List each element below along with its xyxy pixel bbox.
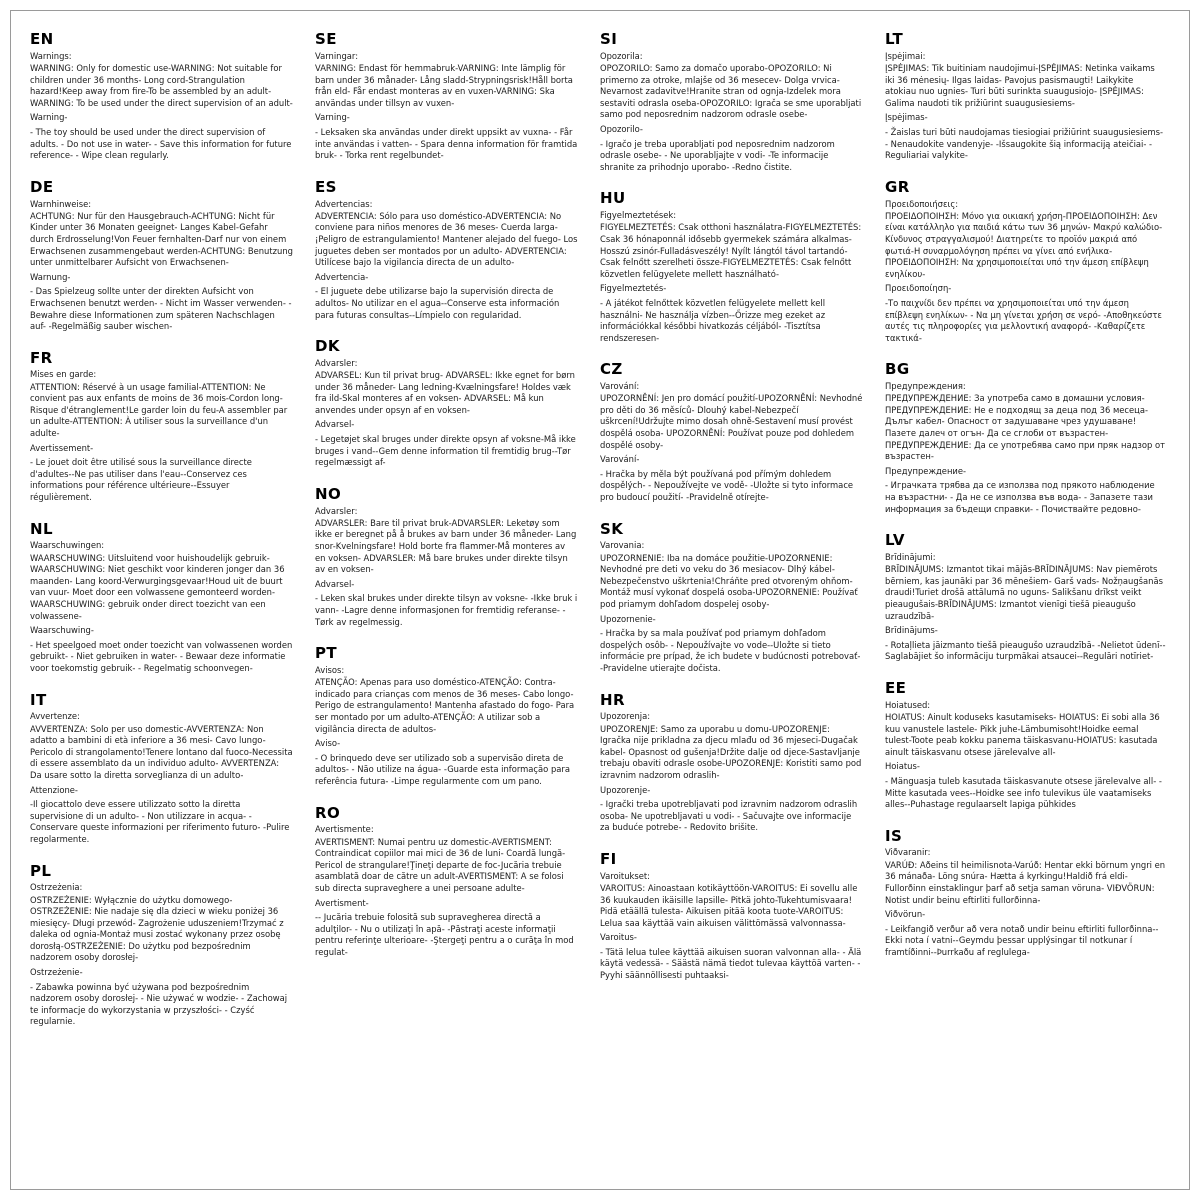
warning-heading: Avisos: (315, 664, 345, 675)
language-code: DE (30, 177, 54, 196)
language-code: EE (885, 678, 907, 697)
warning-paragraph: UPOZORENJE: Samo za uporabu u domu-UPOZORENJE: Igračka nije prikladna za djecu mlađu od 36 mjeseci-Dugačak kabel- Opasnost od gušenja!Držite dalje od djece-Sastavljanje trebaju obaviti odrasle osobe-UPOZORENJE: Koristiti samo pod izravnim nadzorom odraslih- (600, 723, 864, 780)
warning-heading: Varovania: (600, 540, 645, 551)
warning-paragraph: HOIATUS: Ainult koduseks kasutamiseks- HOIATUS: Ei sobi alla 36 kuu vanustele lastele- Pikk juhe-Lämbumisoht!Hoidke eemal tulest-Toote peab kokku panema täiskasvanu-HOIATUS: kasutada ainult täiskasvanu otsese järelevalve all- (885, 711, 1163, 757)
warning-paragraph: Avertissement- (30, 442, 94, 453)
language-block-en (30, 32, 293, 162)
warning-heading: Warnings: (30, 50, 72, 61)
warning-paragraph: Aviso- (315, 738, 341, 749)
language-block-ee (885, 678, 1166, 811)
language-code: HR (600, 690, 625, 709)
language-block-it (30, 690, 296, 846)
language-code: HU (600, 189, 626, 208)
warning-paragraph: UPOZORNENIE: Iba na domáce použitie-UPOZORNENIE: Nevhodné pre deti vo veku do 36 mesiacov- Dlhý kábel-Nebezpečenstvo uškrtenia!Chráňte pred otvoreným ohňom- Montáž musí vykonať dospelá osoba-UPOZORNENIE: Používať pod priamym dohľadom dospelej osoby- (600, 552, 861, 609)
language-column-1 (30, 32, 315, 1180)
language-code: ES (315, 177, 337, 196)
warning-paragraph: -- Jucăria trebuie folosită sub supravegherea directă a adulţilor- - Nu o utilizaţi în apă- -Păstraţi aceste informaţii pentru referinţe ulterioare- -Ştergeţi pentru a o curăţa în mod regulat- (315, 912, 577, 957)
language-block-fi (600, 849, 864, 982)
warning-paragraph: Advarsel- (315, 578, 355, 589)
language-block-ro (315, 803, 578, 959)
warning-paragraph: - The toy should be used under the direct supervision of adults. - Do not use in water- - Save this information for future reference- - Wipe clean regularly. (30, 126, 295, 161)
warning-paragraph: Varoitus- (600, 932, 637, 943)
warning-paragraph: Viðvörun- (885, 909, 926, 920)
language-code: NL (30, 519, 53, 538)
warning-heading: Προειδοποιήσεις: (885, 198, 959, 209)
warning-paragraph: - Igrački treba upotrebljavati pod izravnim nadzorom odraslih osoba- Ne upotrebljavati u vodi- - Sačuvajte ove informacije za buduće potrebe- - Redovito brišite. (600, 799, 860, 833)
warning-paragraph: - Hračka by měla být používaná pod přímým dohledem dospělých- - Nepoužívejte ve vodě- -Uložte si tyto informace pro budoucí použití- -Pravidelně otírejte- (600, 468, 856, 503)
warning-paragraph: UPOZORNĚNÍ: Jen pro domácí použití-UPOZORNĚNÍ: Nevhodné pro děti do 36 měsíců- Dlouhý kabel-Nebezpečí uškrcení!Udržujte mimo dosah ohně-Sestavení musí provést dospělá osoba- UPOZORNĚNÍ: Používat pouze pod dohledem dospělé osoby- (600, 393, 866, 450)
language-block-hr (600, 690, 864, 834)
warning-heading: Mises en garde: (30, 369, 97, 380)
warning-paragraph: ATTENTION: Réservé à un usage familial-ATTENTION: Ne convient pas aux enfants de moins de 36 mois-Cordon long- Risque d'étranglement!Le garder loin du feu-A assembler par un adulte-ATTENTION: À utiliser sous la surveillance d'un adulte- (30, 381, 290, 439)
language-code: EN (30, 30, 54, 48)
warning-heading: Waarschuwingen: (30, 540, 105, 551)
language-block-is (885, 826, 1168, 959)
language-code: FR (30, 348, 53, 367)
language-code: GR (885, 177, 910, 196)
language-code: DK (315, 337, 340, 356)
warning-paragraph: Varování- (600, 454, 640, 465)
language-code: BG (885, 360, 910, 379)
language-block-fr (30, 348, 293, 504)
warning-paragraph: - O brinquedo deve ser utilizado sob a supervisão direta de adultos- - Não utilize na água- -Guarde esta informação para referência futura- -Limpe regularmente com um pano. (315, 752, 573, 786)
warning-paragraph: ΠΡΟΕΙΔΟΠΟΙΗΣΗ: Μόνο για οικιακή χρήση-ΠΡΟΕΙΔΟΠΟΙΗΣΗ: Δεν είναι κατάλληλο για παιδιά κάτω των 36 μηνών- Μακρύ καλώδιο- Κίνδυνος στραγγαλισμού! Διατηρείτε το προϊόν μακριά από φωτιά-Η συναρμολόγηση πρέπει να γίνει από ενήλικα-ΠΡΟΕΙΔΟΠΟΙΗΣΗ: Να χρησιμοποιείται υπό την άμεση επίβλεψη ενηλίκου- (885, 210, 1165, 279)
warning-paragraph: Attenzione- (30, 784, 78, 795)
warning-paragraph: OPOZORILO: Samo za domačo uporabo-OPOZORILO: Ni primerno za otroke, mlajše od 36 mesecev- Dolga vrvica- Nevarnost zadavitve!Hranite stran od ognja-Izdelek mora sestaviti odrasla oseba-OPOZORILO: Igrača se sme uporabljati samo pod neposrednim nadzorom odrasle osebe- (600, 63, 864, 120)
warning-heading: Advarsler: (315, 505, 358, 516)
language-code: IT (30, 690, 47, 709)
warning-paragraph: Hoiatus- (885, 761, 920, 772)
warning-paragraph: - El juguete debe utilizarse bajo la supervisión directa de adultos- No utilizar en el agua--Conserve esta información para futuras consultas--Límpielo con regularidad. (315, 286, 562, 320)
language-code: IS (885, 826, 903, 845)
warning-paragraph: Waarschuwing- (30, 625, 94, 636)
language-column-2 (315, 32, 600, 1180)
warning-paragraph: Ostrzeżenie- (30, 967, 83, 978)
warning-paragraph: Warnung- (30, 271, 71, 282)
warning-paragraph: - Leksaken ska användas under direkt uppsikt av vuxna- - Får inte användas i vatten- - Spara denna information för framtida bruk- - Torka rent regelbundet- (315, 126, 580, 161)
language-block-gr (885, 177, 1166, 345)
warning-paragraph: - Hračka by sa mala používať pod priamym dohľadom dospelých osôb- - Nepoužívajte vo vode--Uložte si tieto informácie pre prípad, že ich budete v budúcnosti potrebovať- -Pravidelne utierajte dočista. (600, 628, 864, 673)
warning-heading: Avertismente: (315, 824, 374, 835)
warning-heading: Brīdinājumi: (885, 551, 936, 562)
warning-heading: Advertencias: (315, 198, 373, 209)
warning-paragraph: AVVERTENZA: Solo per uso domestic-AVVERTENZA: Non adatto a bambini di età inferiore a 36 mesi- Cavo lungo- Pericolo di strangolamento!Tenere lontano dal fuoco-Necessita di essere assemblato da un individuo adulto- AVVERTENZA: Da usare sotto la diretta sorveglianza di un adulto- (30, 723, 296, 780)
warning-paragraph: - Leikfangið verður að vera notað undir beinu eftirliti fullorðinna--Ekki nota í vatni--Geymdu þessar upplýsingar til notkunar í framtíðinni--Þurrkaðu af reglulega- (885, 923, 1159, 957)
warning-paragraph: ADVERTENCIA: Sólo para uso doméstico-ADVERTENCIA: No conviene para niños menores de 36 meses- Cuerda larga- ¡Peligro de estrangulamiento! Mantener alejado del fuego- Los juguetes deben ser montados por un adulto- ADVERTENCIA: Utilícese bajo la vigilancia directa de un adulto- (315, 210, 581, 268)
warning-paragraph: Avertisment- (315, 897, 369, 908)
warning-paragraph: -Το παιχνίδι δεν πρέπει να χρησιμοποιείται υπό την άμεση επίβλεψη ενηλίκων- - Να μη γίνεται χρήση σε νερό- -Αποθηκεύστε αυτές τις πληροφορίες για μελλοντική αναφορά- -Καθαρίζετε τακτικά- (885, 297, 1165, 343)
language-block-pt (315, 646, 578, 787)
language-code: PT (315, 644, 338, 663)
warning-paragraph: Advertencia- (315, 271, 369, 282)
warning-paragraph: -Il giocattolo deve essere utilizzato sotto la diretta supervisione di un adulto- - Non utilizzare in acqua- -Conservare queste informazioni per riferimento futuro- -Pulire regolarmente. (30, 799, 293, 844)
warning-paragraph: Opozorilo- (600, 123, 643, 134)
warning-paragraph: Brīdinājums- (885, 625, 938, 636)
warning-paragraph: - Играчката трябва да се използва под прякото наблюдение на възрастни- - Да не се използва във вода- - Запазете тази информация за бъдещи справки- - Почиствайте редовно- (885, 480, 1158, 514)
warning-paragraph: - Igračo je treba uporabljati pod neposrednim nadzorom odrasle osebe- - Ne uporabljajte v vodi- -Te informacije shranite za prihodnjo uporabo- -Redno čistite. (600, 138, 838, 172)
warning-paragraph: - Das Spielzeug sollte unter der direkten Aufsicht von Erwachsenen benutzt werden- - Nicht im Wasser verwenden- -Bewahre diese Informationen zum späteren Nachschlagen auf- -Regelmäßig sauber wischen- (30, 286, 292, 332)
warning-heading: Figyelmeztetések: (600, 210, 677, 221)
warning-paragraph: Προειδοποίηση- (885, 283, 952, 294)
warning-heading: Varningar: (315, 50, 359, 61)
warning-paragraph: - Žaislas turi būti naudojamas tiesiogiai prižiūrint suaugusiesiems- - Nenaudokite vandenyje- -Išsaugokite šią informaciją ateičiai- -Reguliariai valykite- (885, 126, 1166, 161)
warning-paragraph: - Legetøjet skal bruges under direkte opsyn af voksne-Må ikke bruges i vand--Gem denne information til fremtidig brug--Tør regelmæssigt af- (315, 434, 579, 468)
warning-paragraph: ACHTUNG: Nur für den Hausgebrauch-ACHTUNG: Nicht für Kinder unter 36 Monaten geeignet- Langes Kabel-Gefahr durch Erdrosselung!Von Feuer fernhalten-Darf nur von einem Erwachsenen zusammengebaut werden-ACHTUNG: Benutzung unter unmittelbarer Aufsicht von Erwachsenen- (30, 210, 296, 268)
language-code: SE (315, 30, 337, 48)
warning-heading: Advarsler: (315, 357, 358, 368)
warning-paragraph: - Leken skal brukes under direkte tilsyn av voksne- -Ikke bruk i vann- -Lagre denne informasjonen for fremtidig referanse- -Tørk av regelmessig. (315, 593, 580, 627)
warning-paragraph: ADVARSLER: Bare til privat bruk-ADVARSLER: Leketøy som ikke er beregnet på å brukes av barn under 36 måneder- Lang snor-Kvelningsfare! Hold borte fra flammer-Må monteres av en voksen- ADVARSLER: Må bare brukes under direkte tilsyn av en voksen- (315, 517, 579, 575)
language-block-lv (885, 533, 1166, 663)
language-block-cz (600, 360, 866, 503)
warning-heading: Varoitukset: (600, 870, 650, 881)
warning-heading: Viðvaranir: (885, 847, 931, 858)
warning-paragraph: - Le jouet doit être utilisé sous la surveillance directe d'adultes--Ne pas utiliser dans l'eau--Conservez ces informations pour référence ultérieure--Essuyer régulièrement. (30, 457, 255, 503)
language-block-sk (600, 519, 864, 675)
warning-paragraph: WAARSCHUWING: Uitsluitend voor huishoudelijk gebruik- WAARSCHUWING: Niet geschikt voor kinderen jonger dan 36 maanden- Lang koord-Verwurgingsgevaar!Houd uit de buurt van vuur- Moet door een volwassene gemonteerd worden-WAARSCHUWING: gebruik onder direct toezicht van een volwassene- (30, 552, 288, 621)
warning-heading: Upozorenja: (600, 711, 651, 722)
warning-paragraph: Įspėjimas- (885, 112, 928, 123)
language-code: RO (315, 803, 341, 822)
language-block-es (315, 177, 581, 321)
language-code: FI (600, 849, 617, 868)
warning-paragraph: ĮSPĖJIMAS: Tik buitiniam naudojimui-ĮSPĖJIMAS: Netinka vaikams iki 36 mėnesių- Ilgas laidas- Pavojus pasismaugti! Laikykite atokiau nuo ugnies- Turi būti surinkta suaugusiojo- ĮSPĖJIMAS: Galima naudoti tik prižiūrint suaugusiesiems- (885, 63, 1158, 108)
warning-paragraph: ADVARSEL: Kun til privat brug- ADVARSEL: Ikke egnet for børn under 36 måneder- Lang ledning-Kvælningsfare! Holdes væk fra ild-Skal monteres af en voksen- ADVARSEL: Må kun anvendes under opsyn af en voksen- (315, 370, 578, 415)
warning-paragraph: - Mänguasja tuleb kasutada täiskasvanute otsese järelevalve all- - Mitte kasutada vees--Hoidke see info tulevikus üle vaatamiseks alles--Puhastage regulaarselt lapiga pühkides (885, 775, 1165, 810)
warning-heading: Ostrzeżenia: (30, 882, 83, 893)
language-block-si (600, 32, 863, 173)
language-block-nl (30, 519, 295, 675)
warning-paragraph: VARNING: Endast för hemmabruk-VARNING: Inte lämplig för barn under 36 månader- Lång sladd-Strypningsrisk!Håll borta från eld- Får endast monteras av en vuxen-VARNING: Ska användas under tillsyn av vuxen- (315, 63, 576, 108)
language-block-pl (30, 861, 293, 1029)
warning-heading: Предупреждения: (885, 381, 966, 392)
warning-paragraph: - Rotaļlieta jāizmanto tiešā pieaugušo uzraudzībā- -Nelietot ūdenī--Saglabājiet šo informāciju turpmākai atsaucei--Regulāri notīriet- (885, 639, 1166, 662)
language-block-dk (315, 339, 578, 469)
language-block-bg (885, 362, 1166, 515)
language-block-hu (600, 191, 863, 344)
warning-paragraph: ПРЕДУПРЕЖДЕНИЕ: За употреба само в домашни условия- ПРЕДУПРЕЖДЕНИЕ: Не е подходящ за деца под 36 месеца-Дълъг кабел- Опасност от задушаване чрез удушаване!Пазете далеч от огън- Да се сглоби от възрастен-ПРЕДУПРЕЖДЕНИЕ: Да се употребява само при пряк надзор от възрастен- (885, 393, 1168, 462)
warning-heading: Avvertenze: (30, 711, 80, 722)
language-code: LV (885, 531, 905, 550)
language-columns (22, 26, 1178, 1180)
warning-heading: Įspėjimai: (885, 50, 926, 61)
warning-paragraph: VAROITUS: Ainoastaan kotikäyttöön-VAROITUS: Ei sovellu alle 36 kuukauden ikäisille lapsille- Pitkä johto-Tukehtumisvaara! Pidä etäällä tulesta- Aikuisen pitää koota tuote-VAROITUS: Lelua saa käyttää vain aikuisen välittömässä valvonnassa- (600, 882, 861, 928)
warning-paragraph: Advarsel- (315, 419, 355, 430)
warning-heading: Warnhinweise: (30, 198, 92, 209)
warning-paragraph: - Het speelgoed moet onder toezicht van volwassenen worden gebruikt- - Niet gebruiken in water- - Bewaar deze informatie voor toekomstig gebruik- - Regelmatig schoonvegen- (30, 639, 295, 673)
warning-paragraph: WARNING: Only for domestic use-WARNING: Not suitable for children under 36 months- Long cord-Strangulation hazard!Keep away from fire-To be assembled by an adult-WARNING: To be used under the direct supervision of an adult- (30, 63, 293, 108)
warning-paragraph: - Zabawka powinna być używana pod bezpośrednim nadzorem osoby dorosłej- - Nie używać w wodzie- - Zachowaj te informacje do wykorzystania w przyszłości- - Czyść regularnie. (30, 981, 290, 1027)
warning-paragraph: FIGYELMEZTETÉS: Csak otthoni használatra-FIGYELMEZTETÉS: Csak 36 hónaponnál idősebb gyermekek számára alkalmas-Hosszú zsinór-Fulladásveszély! Nyílt lángtól távol tartandó- Csak felnőtt szerelheti össze-FIGYELMEZTETÉS: Csak felnőtt közvetlen felügyelete mellett használható- (600, 222, 864, 279)
warning-heading: Varování: (600, 381, 640, 392)
language-code: CZ (600, 360, 623, 379)
language-code: LT (885, 30, 904, 48)
language-code: NO (315, 484, 342, 503)
warning-paragraph: Upozornenie- (600, 613, 656, 624)
warning-heading: Hoiatused: (885, 699, 931, 710)
warning-paragraph: - Tätä lelua tulee käyttää aikuisen suoran valvonnan alla- - Älä käytä vedessä- - Säästä nämä tiedot tulevaa käyttöä varten- - Pyyhi säännöllisesti puhtaaksi- (600, 946, 864, 981)
language-code: PL (30, 861, 52, 880)
warning-paragraph: Warning- (30, 112, 68, 123)
language-code: SI (600, 30, 618, 48)
warning-paragraph: - A játékot felnőttek közvetlen felügyelete mellett kell használni- Ne használja vízben--Őrizze meg ezeket az információkkal későbbi hivatkozás céljából- -Tisztítsa rendszeresen- (600, 297, 828, 343)
language-block-lt (885, 32, 1166, 162)
warning-paragraph: BRĪDINĀJUMS: Izmantot tikai mājās-BRĪDINĀJUMS: Nav piemērots bērniem, kas jaunāki par 36 mēnešiem- Garš vads- Nožņaugšanās draudi!Turiet drošā attālumā no uguns- Salikšanu drīkst veikt pieaugušais-BRĪDINĀJUMS: Izmantot vienīgi tiešā pieaugušo uzraudzībā- (885, 564, 1166, 621)
warning-paragraph: Upozorenje- (600, 784, 651, 795)
language-block-se (315, 32, 578, 162)
warning-paragraph: Varning- (315, 112, 350, 123)
language-column-4 (885, 32, 1170, 1180)
warning-paragraph: VARÚÐ: Aðeins til heimilisnota-Varúð: Hentar ekki börnum yngri en 36 mánaða- Löng snúra- Hætta á kyrkingu!Haldið frá eldi-Fullorðinn einstaklingur þarf að setja saman vöruna- VIÐVÖRUN: Notist undir beinu eftirliti fullorðinna- (885, 859, 1168, 905)
warning-paragraph: Предупреждение- (885, 465, 967, 476)
warning-paragraph: ATENÇÃO: Apenas para uso doméstico-ATENÇÃO: Contra-indicado para crianças com menos de 36 meses- Cabo longo- Perigo de estrangulamento! Mantenha afastado do fogo- Para ser montado por um adulto-ATENÇÃO: A utilizar sob a vigilância directa de adultos- (315, 677, 577, 734)
warning-paragraph: AVERTISMENT: Numai pentru uz domestic-AVERTISMENT: Contraindicat copiilor mai mici de 36 de luni- Coardă lungă- Pericol de strangulare!Ţineţi departe de foc-Jucăria trebuie asamblată doar de către un adult-AVERTISMENT: A se folosi sub directa supraveghere a unei persoane adulte- (315, 836, 568, 893)
warning-paragraph: OSTRZEŻENIE: Wyłącznie do użytku domowego-OSTRZEŻENIE: Nie nadaje się dla dzieci w wieku poniżej 36 miesięcy- Długi przewód- Zagrożenie uduszeniem!Trzymać z daleka od ognia-Montaż musi zostać wykonany przez osobę dorosłą-OSTRZEŻENIE: Do użytku pod bezpośrednim nadzorem osoby dorosłej- (30, 894, 287, 963)
language-code: SK (600, 519, 624, 538)
warning-heading: Opozorila: (600, 50, 643, 61)
language-block-de (30, 177, 296, 333)
warning-paragraph: Figyelmeztetés- (600, 283, 667, 294)
language-column-3 (600, 32, 885, 1180)
language-block-no (315, 484, 580, 628)
